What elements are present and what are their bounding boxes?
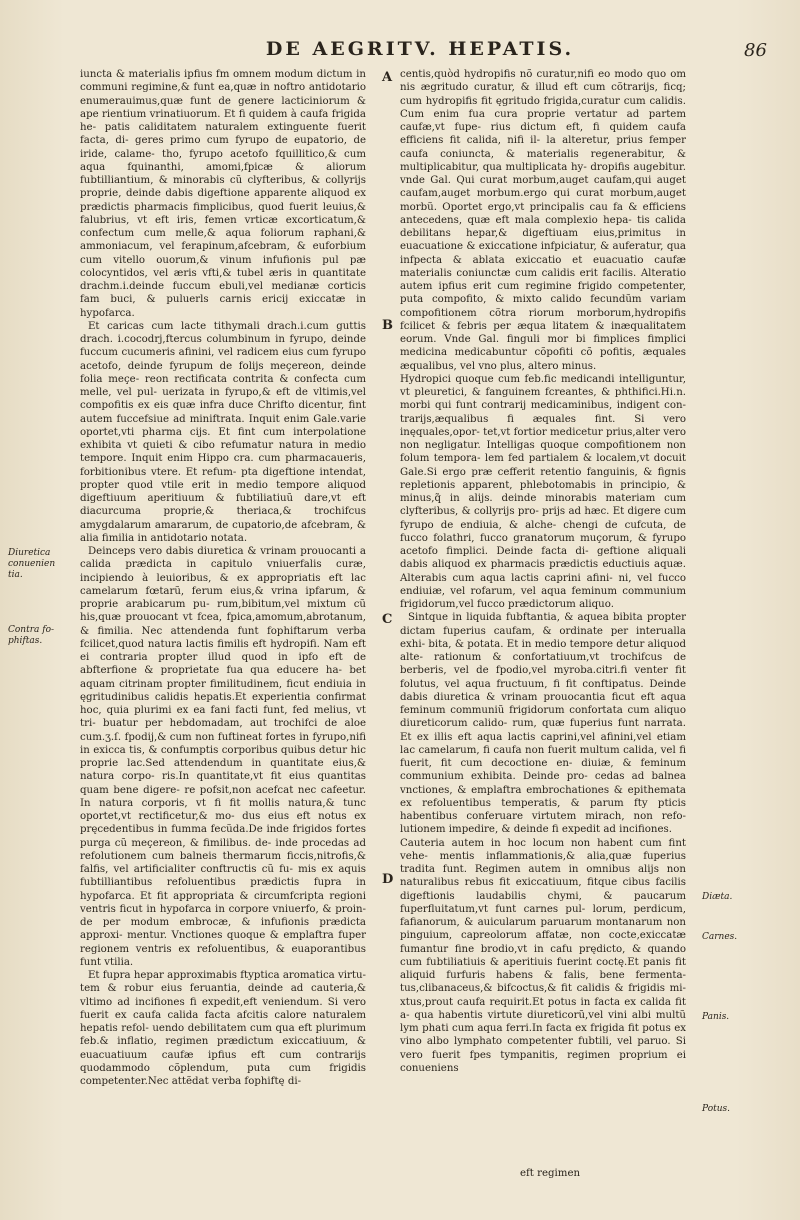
left-paragraph-3: Deinceps vero dabis diuretica & vrinam prouocanti a calida prædicta in capitulo vniuerfalis curæ, incipiendo à leuioribus, & ex appropriatis eft lac camelarum fœtarũ, ferum eius,& vrina ipfarum, & proprie arabicarum pu- rum,bibitum,vel mixtum cũ his,quæ prouocant vt fcea, fpica,amomum,abrotanum, & fimilia. Nec attendenda funt fophiftarum verba fcilicet,quod natura lactis fimilis eft hydropifi. Nam eft ei contraria propter illud quod in ipfo eft de abfterfione & proprietate fua qua educere ha- bet aquam citrinam propter fimilitudinem, ficut endiuia in ęgritudinibus calidis hepatis.Et experientia confirmat hoc, quia plurimi ex ea fani facti funt, fed melius, vt tri- buatur per hebdomadam, aut trochifci de aloe cum.ʒ.ſ. fpodij,& cum non fuftineat fortes in fyrupo,nifi in exicca tis, & confumptis corporibus quibus detur hic proprie lac.Sed attendendum in quantitate eius,& natura corpo- ris.In quantitate,vt fit eius quantitas quam bene digere- re pofsit,non acefcat nec cafeetur. In natura corporis, vt fi fit mollis natura,& tunc oportet,vt rectificetur,& mo- dus eius eft notus ex pręcedentibus in fumma fecũda.De inde frigidos fortes purga cũ meçereon, & fimilibus. de- inde procedas ad refolutionem cum balneis thermarum ficcis,nitrofis,& falfis, vel artificialiter conftructis cũ fu- mis ex aquis fubtilliantibus refoluentibus prædictis fupra in hypofarca. Et fit appropriata & circumfcripta regioni ventris ficut in hypofarca in corpore vniuerfo, & proin- de per modum embrocæ, & infufionis prædicta approxi- mentur. Vnctiones quoque & emplaftra fuper regionem ventris ex refoluentibus, & euaporantibus funt vtilia. (80, 546, 366, 968)
right-paragraph-2: Hydropici quoque cum feb.fic medicandi intelliguntur, vt pleuretici, & fanguinem fcreantes, & phthifici.Hi.n. morbi qui funt contrarij medicaminibus, indigent con- trarijs,æqualibus fi æquales fint. Si vero inęquales,opor- tet,vt fortior medicetur prius,alter vero non negligatur. Intelligas quoque compofitionem non folum tempora- lem fed partialem & localem,vt docuit Gale.Si ergo præ cefferit retentio fanguinis, & fignis repletionis apparent, phlebotomabis in principio, & minus,q̃ in alijs. deinde minorabis materiam cum clyfteribus, & collyrijs pro- prijs ad hæc. Et digere cum fyrupo de endiuia, & alche- chengi de cufcuta, de fucco folathri, fucco granatorum muçorum, & fyrupo acetofo fimplici. Deinde facta di- geftione aliquali dabis aliquod ex pharmacis prædictis eductiuis aquæ. Alterabis cum aqua lactis caprini afini- ni, vel fucco endiuiæ, vel rofarum, vel aqua feminum communium frigidorum,vel fucco prædictorum aliquo. (400, 373, 687, 610)
section-marker-b: B (382, 318, 393, 333)
margin-note-carnes: Carnes. (702, 932, 738, 942)
margin-note-potus: Potus. (702, 1104, 731, 1114)
margin-note-diaeta: Diæta. (702, 892, 733, 902)
left-paragraph-1: iuncta & materialis ipfius fm omnem modum dictum in communi regimine,& funt ea,quæ in noftro antidotario enumerauimus,quæ funt de genere lacticiniorum & ape rientium vrinatiuorum. Et fi quidem à caufa frigida he- patis caliditatem naturalem extinguente fuerit facta, di- geres primo cum fyrupo de eupatorio, de iride, calame- tho, fyrupo acetofo fquillitico,& cum aqua fquinanthi, amomi,fpicæ & aliorum fubtilliantium, & minorabis cũ clyfteribus, & collyrijs proprie, deinde dabis digeftione apparente aliquod ex prædictis pharmacis fimplicibus, quod fuerit leuius,& falubrius, vt eft iris, femen vrticæ excorticatum,& confectum cum melle,& aqua foliorum raphani,& ammoniacum, vel ferapinum,afcebram, & euforbium cum vitello ouorum,& vinum infufionis pul pæ colocyntidos, vel æris vfti,& tubel æris in quantitate drachm.i.deinde fuccum ebuli,vel medianæ corticis fam buci, & puluerls carnis ericij exiccatæ in hypofarca. (80, 69, 366, 319)
margin-note-diuretica: Diuretica conuenien tia. (8, 548, 56, 580)
margin-note-contra-sophistas: Contra fo- phiftas. (8, 625, 55, 646)
right-paragraph-1: centis,quòd hydropifis nõ curatur,nifi eo modo quo om nis ægritudo curatur, & illud eft cum cõtrarijs, ficq; cum hydropifis fit ęgritudo frigida,curatur cum calidis. Cum enim fua cura proprie vertatur ad partem caufæ,vt fupe- rius dictum eft, fi quidem caufa efficiens fit calida, nifi il- la alteretur, prius femper caufa coniuncta, & materialis regenerabitur, & multiplicabitur, qua multiplicata hy- dropifis augebitur. vnde Gal. Qui curat morbum,auget caufam,qui auget caufam,auget morbum.ergo qui curat morbum,auget morbũ. Oportet ergo,vt principalis cau fa & efficiens antecedens, quæ eft mala complexio hepa- tis calida debilitans hepar,& digeftiuam eius,primitus in euacuatione & exiccatione infpiciatur, & auferatur, qua infpecta & ablata exiccatio et euacuatio caufæ materialis coniunctæ cum calidis erit facilis. Alteratio autem ipfius erit cum regimine frigido competenter, puta compofito, & mixto calido fecundũm variam compofitionem cõtra riorum morborum,hydropifis fcilicet & febris per æqua litatem & inæqualitatem eorum. Vnde Gal. finguli mor bi fimplices fimplici medicina medicabuntur cõpofiti cõ pofitis, æquales æqualibus, vel vno plus, altero minus. (400, 69, 686, 372)
margin-note-panis: Panis. (702, 1012, 730, 1022)
left-paragraph-4: Et fupra hepar approximabis ftyptica aromatica virtu- tem & robur eius feruantia, deinde ad cauteria,& vltimo ad incifiones fi expedit,eft veniendum. Si vero fuerit ex caufa calida facta afcitis calore naturalem hepatis refol- uendo debilitatem cum qua eft plurimum feb.& inflatio, regimen prædictum exiccatiuum, & euacuatiuum caufæ ipfius eft cum contrarijs quodammodo cõplendum, puta cum frigidis competenter.Nec attẽdat verba fophiftę di- (80, 970, 366, 1087)
closing-line: eft regimen (520, 1168, 581, 1179)
right-paragraph-3: Sintque in liquida fubftantia, & aquea bibita propter dictam fuperius caufam, & ordinate per interualla exhi- bita, & potata. Et in medio tempore detur aliquod alte- rationum & confortatiuum,vt trochifcus de berberis, vel de fpodio,vel myroba.citri.fi venter fit folutus, vel aqua fructuum, fi fit conftipatus. Deinde dabis diuretica & vrinam prouocantia ficut eft aqua feminum communiũ frigidorum confortata cum aliquo diureticorum calido- rum, quæ fuperius funt narrata. Et ex illis eft aqua lactis caprini,vel afinini,vel etiam lac camelarum, fi caufa non fuerit multum calida, vel fi fuerit, fit cum decoctione en- diuiæ, & feminum communium exhibita. Deinde pro- cedas ad balnea vnctiones, & emplaftra embrochationes & epithemata ex refoluentibus temperatis, & parum fty pticis habentibus conferuare virtutem mirach, non refo- lutionem impedire, & deinde fi expedit ad incifiones. (400, 612, 686, 836)
running-title: DE AEGRITV. HEPATIS. (265, 38, 575, 60)
section-marker-d: D (382, 872, 394, 887)
left-column (80, 68, 366, 1088)
section-marker-c: C (382, 612, 393, 627)
left-paragraph-2: Et caricas cum lacte tithymali drach.i.cum guttis drach. i.cocodrj,ftercus columbinum in fyrupo, deinde fuccum cucumeris afinini, vel radicem eius cum fyrupo acetofo, deinde fyrupum de folijs meçereon, deinde folia meçe- reon rectificata contrita & confecta cum melle, vel pul- uerizata in fyrupo,& eft de vltimis,vel compofitis ex eis quæ infra duce Chrifto dicentur, fint autem fuccefsiue ad miniftrata. Inquit enim Gale.varie oportet,vti pharma cijs. Et fint cum interpolatione exhibita vt quieti & cibo refumatur natura in medio tempore. Inquit enim Hippo cra. cum pharmacaueris, forbitionibus vtere. Et refum- pta digeftione intendat, propter quod vtile erit in medio tempore aliquod digeftiuum aperitiuum & fubtiliatiuũ dare,vt eft diacurcuma proprie,& theriaca,& trochifcus amygdalarum amararum, de cupatorio,de afcebram, & alia fimilia in antidotario notata. (80, 320, 366, 544)
right-column (400, 68, 686, 1075)
section-marker-a: A (382, 70, 393, 85)
page-number: 86 (744, 40, 767, 61)
right-paragraph-4: Cauteria autem in hoc locum non habent cum fint vehe- mentis inflammationis,& alia,quæ fuperius tradita funt. Regimen autem in omnibus alijs non naturalibus rebus fit exiccatiuum, fitque cibus facilis digeftionis laudabilis chymi, & paucarum fuperfluitatum,vt funt carnes pul- lorum, perdicum, fafianorum, & auicularum paruarum montanarum non pinguium, capreolorum affatæ, non cocte,exiccatæ fumantur fine brodio,vt in cafu prędicto, & quando cum fubtiliatiuis & aperitiuis fuerint coctę.Et panis fit aliquid furfuris habens & falis, bene fermenta- tus,clibanaceus,& bifcoctus,& fit calidis & frigidis mi- xtus,prout caufa requirit.Et potus in facta ex calida fit a- qua habentis virtute diureticorũ,vel vini albi multũ lym phati cum aqua ferri.In facta ex frigida fit potus ex vino albo lymphato competenter fubtili, vel paruo. Si vero fuerit fpes tympanitis, regimen proprium ei conueniens (400, 837, 686, 1074)
